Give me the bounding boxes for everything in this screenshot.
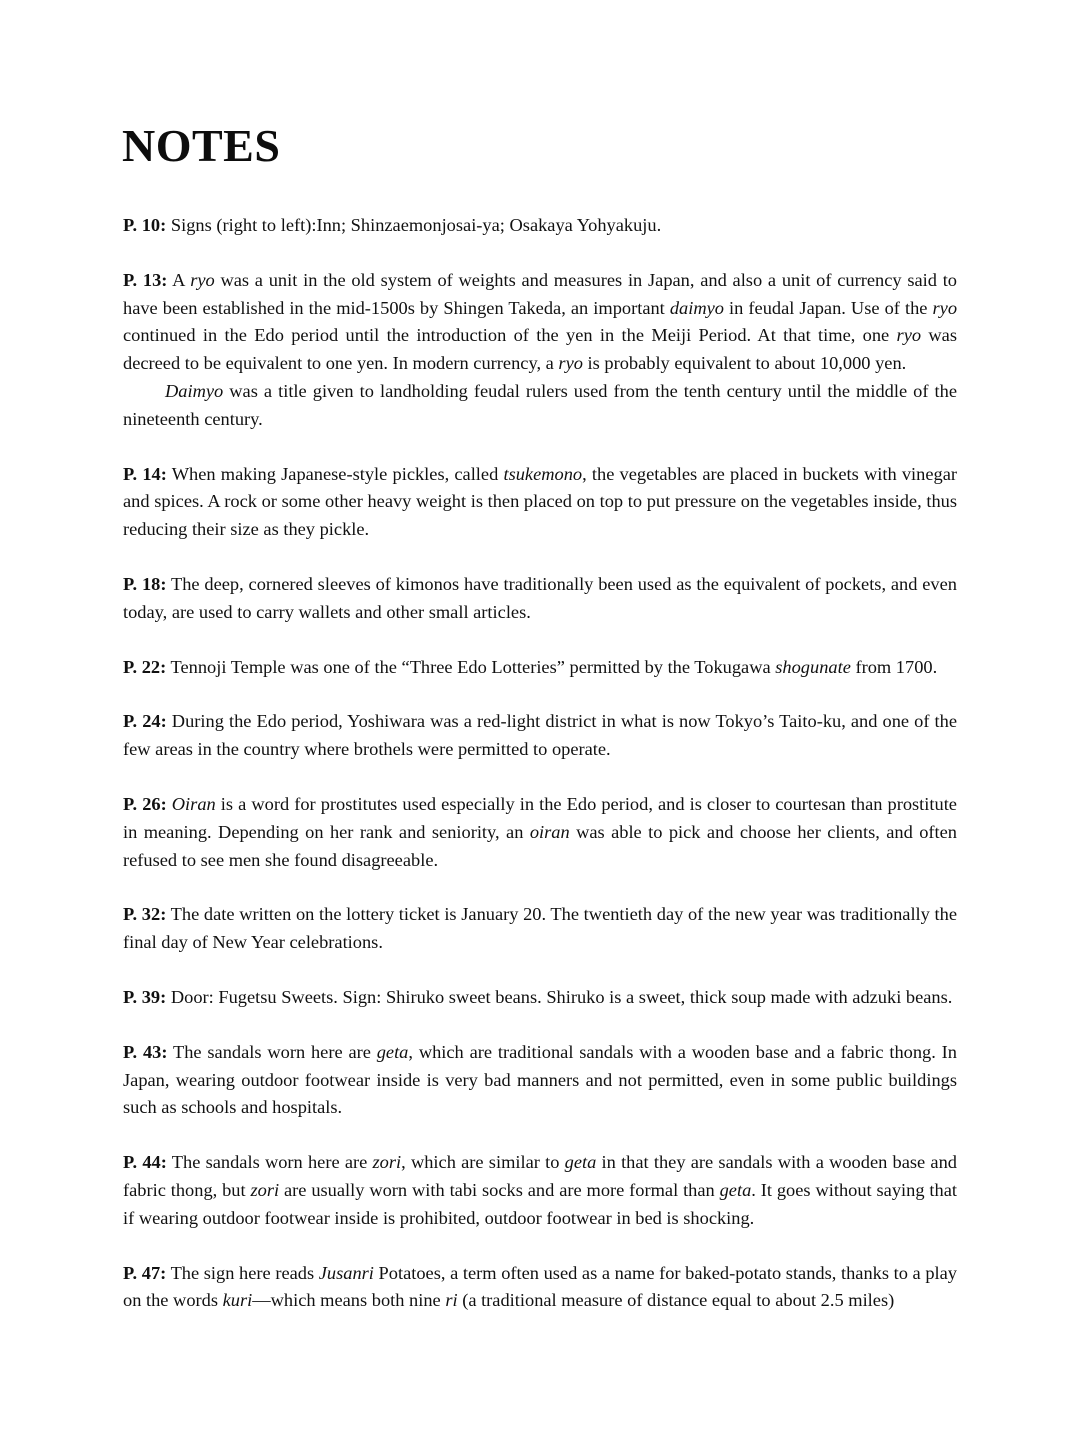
note-entry	[123, 267, 957, 434]
italic-term: ryo	[190, 269, 215, 290]
italic-term: Jusanri	[318, 1262, 374, 1283]
page-title: NOTES	[122, 120, 281, 171]
note-paragraph: P. 14: When making Japanese-style pickles, called tsukemono, the vegetables are placed in buckets with vinegar and spices. A rock or some other heavy weight is then placed on top to put pressure on the vegetables inside, thus reducing their size as they pickle.	[123, 463, 957, 540]
italic-term: ryo	[558, 353, 583, 374]
note-paragraph: P. 10: Signs (right to left):Inn; Shinzaemonjosai-ya; Osakaya Yohyakuju.	[123, 215, 662, 235]
italic-term: oiran	[529, 821, 570, 842]
page-reference: P. 43:	[123, 1041, 168, 1062]
italic-term: zori	[250, 1179, 280, 1200]
note-paragraph: P. 39: Door: Fugetsu Sweets. Sign: Shiruko sweet beans. Shiruko is a sweet, thick soup made with adzuki beans.	[123, 986, 953, 1007]
note-entry	[123, 212, 957, 240]
notes-list	[123, 212, 957, 1342]
note-paragraph: P. 47: The sign here reads Jusanri Potatoes, a term often used as a name for baked-potato stands, thanks to a play on the words kuri—which means both nine ri (a traditional measure of distance equal to about 2.5 miles)	[123, 1262, 957, 1311]
italic-term: ri	[445, 1290, 458, 1311]
italic-term: kuri	[222, 1290, 253, 1311]
note-entry	[123, 791, 957, 874]
italic-term: daimyo	[669, 297, 724, 318]
note-entry	[123, 901, 957, 957]
note-paragraph: P. 44: The sandals worn here are zori, which are similar to geta in that they are sandals with a wooden base and fabric thong, but zori are usually worn with tabi socks and are more formal than geta. It goes without saying that if wearing outdoor footwear inside is prohibited, outdoor footwear in bed is shocking.	[123, 1152, 957, 1228]
note-entry	[123, 654, 957, 682]
note-entry	[123, 461, 957, 544]
page-reference: P. 24:	[123, 711, 167, 732]
italic-term: Oiran	[171, 793, 216, 814]
note-paragraph: Daimyo was a title given to landholding feudal rulers used from the tenth century until the middle of the nineteenth century.	[123, 380, 957, 429]
italic-term: geta	[564, 1152, 597, 1173]
note-entry	[123, 708, 957, 764]
note-paragraph: P. 13: A ryo was a unit in the old system of weights and measures in Japan, and also a unit of currency said to have been established in the mid-1500s by Shingen Takeda, an important daimyo in feudal Japan. Use of the ryo continued in the Edo period until the introduction of the yen in the Meiji Period. At that time, one ryo was decreed to be equivalent to one yen. In modern currency, a ryo is probably equivalent to about 10,000 yen.	[123, 269, 958, 374]
page-reference: P. 18:	[123, 573, 167, 594]
note-paragraph: P. 43: The sandals worn here are geta, which are traditional sandals with a wooden base and a fabric thong. In Japan, wearing outdoor footwear inside is very bad manners and not permitted, even in some public buildings such as schools and hospitals.	[123, 1041, 957, 1118]
italic-term: shogunate	[775, 656, 851, 677]
italic-term: zori	[372, 1152, 402, 1173]
note-paragraph: P. 24: During the Edo period, Yoshiwara was a red-light district in what is now Tokyo’s Taito-ku, and one of the few areas in the country where brothels were permitted to operate.	[123, 711, 957, 760]
page-reference: P. 32:	[123, 904, 167, 925]
page-reference: P. 22:	[123, 656, 167, 677]
page-reference: P. 13:	[123, 269, 168, 290]
italic-term: geta	[376, 1041, 409, 1062]
page-reference: P. 14:	[123, 463, 167, 484]
italic-term: tsukemono	[503, 463, 583, 484]
page-reference: P. 44:	[123, 1152, 167, 1173]
italic-term: ryo	[932, 297, 958, 318]
italic-term: ryo	[896, 325, 922, 346]
note-paragraph: P. 32: The date written on the lottery ticket is January 20. The twentieth day of the new year was traditionally the final day of New Year celebrations.	[123, 904, 957, 953]
note-entry	[123, 984, 957, 1012]
page-reference: P. 47:	[123, 1262, 167, 1283]
page-reference: P. 10:	[123, 215, 167, 235]
note-paragraph: P. 18: The deep, cornered sleeves of kimonos have traditionally been used as the equivalent of pockets, and even today, are used to carry wallets and other small articles.	[123, 573, 957, 622]
italic-term: geta	[719, 1179, 752, 1200]
page-reference: P. 39:	[123, 986, 167, 1007]
note-entry	[123, 1260, 957, 1316]
note-entry	[123, 1039, 957, 1122]
note-entry	[123, 571, 957, 627]
note-paragraph: P. 22: Tennoji Temple was one of the “Three Edo Lotteries” permitted by the Tokugawa shogunate from 1700.	[123, 656, 938, 677]
italic-term: Daimyo	[165, 380, 224, 401]
note-entry	[123, 1149, 957, 1232]
note-paragraph: P. 26: Oiran is a word for prostitutes used especially in the Edo period, and is closer to courtesan than prostitute in meaning. Depending on her rank and seniority, an oiran was able to pick and choose her clients, and often refused to see men she found disagreeable.	[123, 793, 957, 870]
page-reference: P. 26:	[123, 793, 167, 814]
